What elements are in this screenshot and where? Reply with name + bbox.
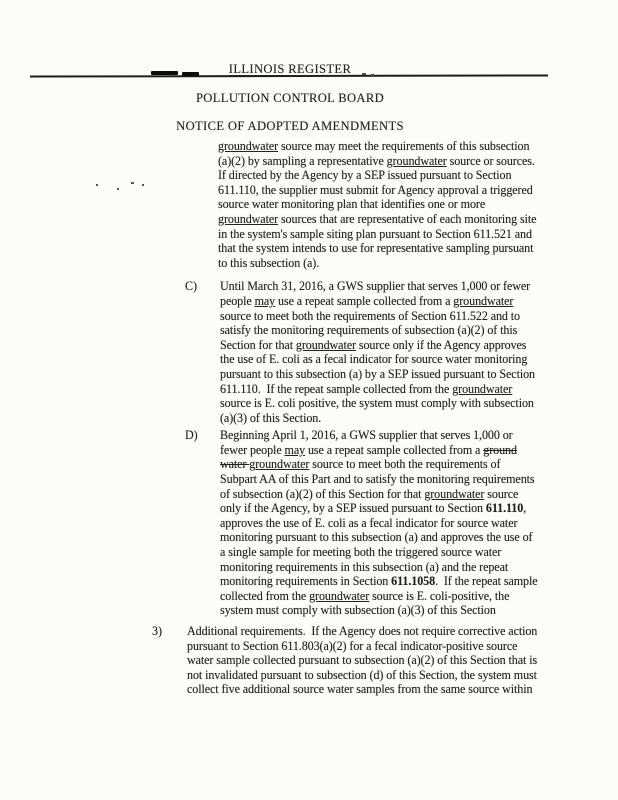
text-segment: monitoring pursuant to this subsection (a) and approves the use of <box>220 530 533 545</box>
text-segment: a single sample for meeting both the triggered source water <box>220 545 502 560</box>
paragraph-subsection-C <box>0 279 618 425</box>
text-segment: Additional requirements. If the Agency does not require corrective action <box>187 624 538 638</box>
text-line <box>220 457 618 472</box>
text-segment: only if the Agency, by a SEP issued pursuant to Section <box>220 501 486 516</box>
text-segment: satisfy the monitoring requirements of subsection (a)(2) of this <box>220 323 518 338</box>
text-segment: (a)(3) of this Section. <box>220 410 322 425</box>
paragraph-label: D) <box>185 428 198 443</box>
inserted-text: groundwater <box>218 211 279 226</box>
text-line <box>220 367 618 382</box>
text-segment: 611.110. If the repeat sample collected from the <box>220 381 453 396</box>
inserted-text: groundwater <box>386 153 447 168</box>
text-line <box>220 428 618 443</box>
text-line <box>220 603 618 618</box>
board-title: POLLUTION CONTROL BOARD <box>195 91 385 105</box>
text-segment: water sample collected pursuant to subsection (a)(2) of this Section that is <box>187 653 538 668</box>
text-line <box>187 682 618 697</box>
text-line <box>220 294 618 309</box>
text-line <box>220 323 618 338</box>
text-segment: source <box>484 486 519 501</box>
text-segment: pursuant to Section 611.803(a)(2) for a fecal indicator-positive source <box>187 638 518 653</box>
text-segment: not invalidated pursuant to subsection (d) of this Section, the system must <box>187 667 537 682</box>
deleted-text: water <box>220 457 250 472</box>
text-line <box>218 197 618 212</box>
text-line <box>187 653 618 668</box>
text-line <box>220 279 618 294</box>
text-line <box>218 154 618 169</box>
text-line <box>220 472 618 487</box>
text-segment: people <box>220 293 255 308</box>
text-segment: collect five additional source water samples from the same source within <box>187 682 533 697</box>
text-segment: use a repeat sample collected from a <box>275 293 454 308</box>
text-segment: system must comply with subsection (a)(3) of this Section <box>220 603 496 618</box>
text-line <box>220 396 618 411</box>
text-line <box>220 545 618 560</box>
text-segment: 611.110, the supplier must submit for Agency approval a triggered <box>218 182 533 197</box>
text-segment: source only if the Agency approves <box>355 337 527 352</box>
inserted-text: groundwater <box>295 337 356 352</box>
text-line <box>220 589 618 604</box>
text-segment: approves the use of E. coli as a fecal indicator for source water <box>220 515 518 530</box>
paragraph-subsection-D <box>0 428 618 618</box>
text-segment: to this subsection (a). <box>218 255 320 270</box>
text-segment: in the system's sample siting plan pursuant to Section 611.521 and <box>218 226 532 241</box>
inserted-text: groundwater <box>249 457 310 472</box>
text-segment: source or sources. <box>446 153 535 168</box>
text-line <box>220 338 618 353</box>
text-segment: Subpart AA of this Part and to satisfy the monitoring requirements <box>220 472 535 487</box>
text-segment: source may meet the requirements of this subsection <box>278 139 530 153</box>
text-line <box>218 241 618 256</box>
text-segment: source is E. coli-positive, the <box>369 588 510 603</box>
text-line <box>220 411 618 426</box>
text-line <box>220 516 618 531</box>
paragraph-item-3 <box>0 624 618 697</box>
text-line <box>187 624 618 639</box>
text-line <box>220 352 618 367</box>
text-segment: pursuant to this subsection (a) by a SEP issued pursuant to Section <box>220 366 535 381</box>
text-line <box>220 501 618 516</box>
text-segment: monitoring requirements in this subsection (a) and the repeat <box>220 559 509 574</box>
text-segment: sources that are representative of each monitoring site <box>278 211 537 226</box>
text-line <box>218 256 618 271</box>
deleted-text: ground <box>483 442 517 457</box>
text-line <box>218 227 618 242</box>
text-line <box>187 668 618 683</box>
text-segment: source water monitoring plan that identifies one or more <box>218 197 486 212</box>
text-segment: of subsection (a)(2) of this Section for that <box>220 486 425 501</box>
text-segment: that the system intends to use for representative sampling pursuant <box>218 241 534 256</box>
text-segment: source is E. coli positive, the system must comply with subsection <box>220 396 534 411</box>
inserted-text: groundwater <box>218 139 279 153</box>
inserted-text: groundwater <box>452 381 513 396</box>
text-segment: the use of E. coli as a fecal indicator for source water monitoring <box>220 352 528 367</box>
text-segment: (a)(2) by sampling a representative <box>218 153 387 168</box>
inserted-text: may <box>284 442 306 457</box>
text-line <box>220 309 618 324</box>
text-line <box>220 574 618 589</box>
text-segment: source to meet both the requirements of <box>309 457 501 472</box>
text-line <box>218 168 618 183</box>
paragraph-label: 3) <box>152 624 162 638</box>
notice-title: NOTICE OF ADOPTED AMENDMENTS <box>176 119 404 133</box>
text-segment: monitoring requirements in Section <box>220 574 392 589</box>
text-segment: fewer people <box>220 442 285 457</box>
text-segment: If directed by the Agency by a SEP issued pursuant to Section <box>218 168 512 183</box>
register-title: ILLINOIS REGISTER <box>228 62 352 76</box>
text-segment: collected from the <box>220 588 310 603</box>
text-segment: Beginning April 1, 2016, a GWS supplier that serves 1,000 or <box>220 428 513 443</box>
inserted-text: groundwater <box>309 588 370 603</box>
text-segment: source to meet both the requirements of Section 611.522 and to <box>220 308 520 323</box>
text-line <box>187 639 618 654</box>
document-body <box>0 139 618 697</box>
inserted-text: groundwater <box>424 486 485 501</box>
bold-text: 611.110 <box>485 501 524 516</box>
inserted-text: may <box>254 293 276 308</box>
text-line <box>220 382 618 397</box>
paragraph-a2-continuation <box>0 139 618 270</box>
bold-text: 611.1058 <box>391 574 436 589</box>
text-line <box>220 560 618 575</box>
text-line <box>218 183 618 198</box>
text-line <box>220 443 618 458</box>
text-line <box>220 530 618 545</box>
text-line <box>218 139 618 154</box>
text-segment: . If the repeat sample <box>435 574 538 589</box>
text-segment: , <box>523 501 527 516</box>
inserted-text: groundwater <box>453 293 514 308</box>
text-segment: Until March 31, 2016, a GWS supplier that serves 1,000 or fewer <box>220 279 531 294</box>
text-segment: use a repeat sample collected from a <box>305 442 484 457</box>
paragraph-label: C) <box>185 279 197 294</box>
text-segment: Section for that <box>220 337 296 352</box>
text-line <box>218 212 618 227</box>
text-line <box>220 487 618 502</box>
